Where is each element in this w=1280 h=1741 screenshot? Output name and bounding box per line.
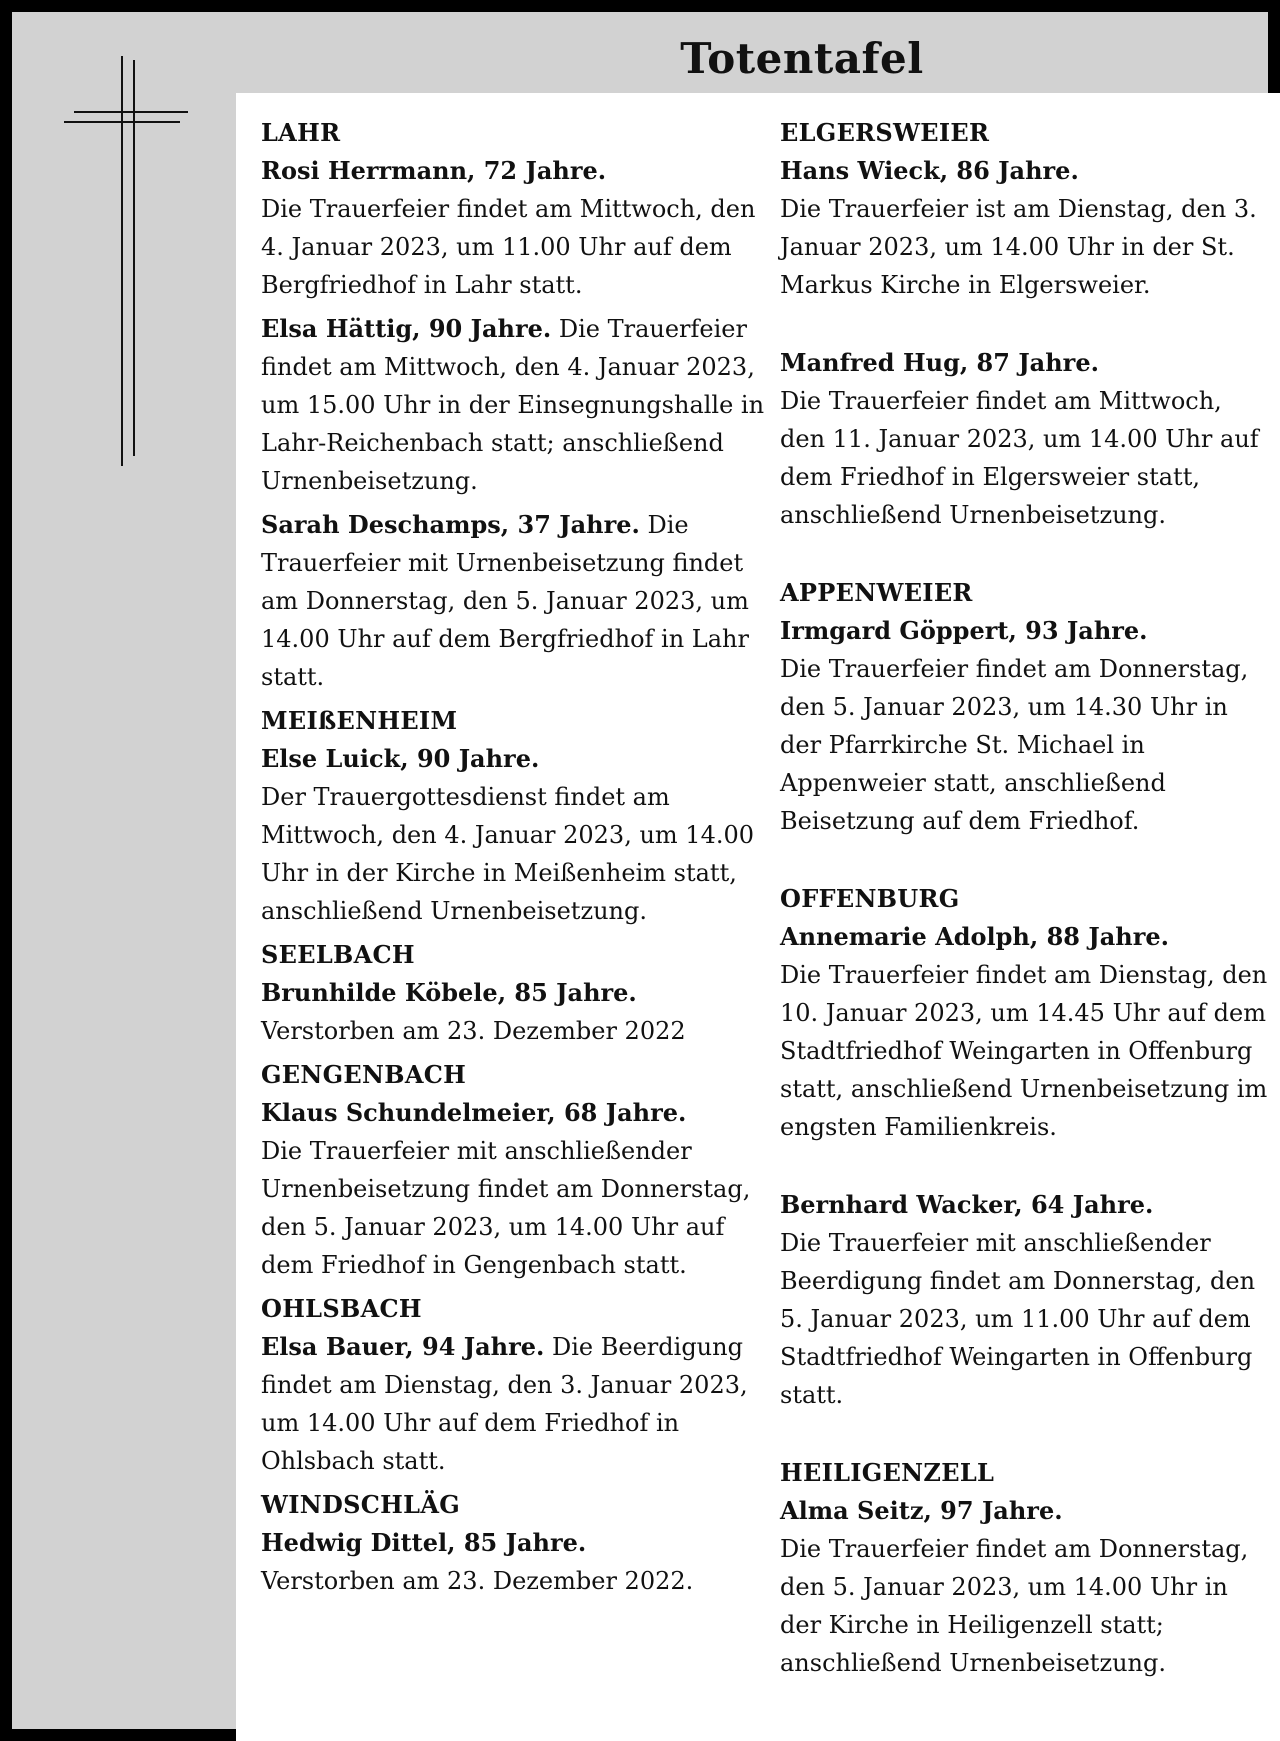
death-notice (261, 310, 771, 500)
death-notice (780, 1492, 1270, 1682)
place-heading: ELGERSWEIER (780, 118, 990, 147)
place-heading: GENGENBACH (261, 1060, 467, 1089)
deceased-name: Elsa Bauer, 94 Jahre. (261, 1332, 545, 1361)
left-column (261, 114, 771, 1606)
place-heading: SEELBACH (261, 940, 415, 969)
death-notice (780, 918, 1270, 1146)
notice-text: Die Beerdigung findet am Dienstag, den 3. Januar 2023, um 14.00 Uhr auf dem Friedhof in Ohlsbach statt. (261, 1333, 748, 1475)
notice-text: Die Trauerfeier mit anschließender Beerdigung findet am Donnerstag, den 5. Januar 2023, um 11.00 Uhr auf dem Stadtfriedhof Weingarten in Offenburg statt. (780, 1229, 1256, 1409)
death-notice (261, 1094, 771, 1284)
place-heading: APPENWEIER (780, 578, 973, 607)
notice-text: Der Trauergottesdienst findet am Mittwoch, den 4. Januar 2023, um 14.00 Uhr in der Kirche in Meißenheim statt, anschließend Urnenbeisetzung. (261, 783, 755, 925)
death-notice (780, 612, 1270, 840)
deceased-name: Sarah Deschamps, 37 Jahre. (261, 510, 640, 539)
right-column (780, 114, 1270, 1688)
notice-text: Die Trauerfeier findet am Mittwoch, den 4. Januar 2023, um 11.00 Uhr auf dem Bergfriedhof in Lahr statt. (261, 195, 756, 299)
notice-text: Die Trauerfeier findet am Mittwoch, den 4. Januar 2023, um 15.00 Uhr in der Einsegnungshalle in Lahr-Reichenbach statt; anschließend Urnenbeisetzung. (261, 315, 765, 495)
death-notice (780, 1186, 1270, 1414)
death-notice (261, 1328, 771, 1480)
place-heading: HEILIGENZELL (780, 1458, 995, 1487)
deceased-name: Bernhard Wacker, 64 Jahre. (780, 1190, 1154, 1219)
deceased-name: Hedwig Dittel, 85 Jahre. (261, 1528, 587, 1557)
deceased-name: Klaus Schundelmeier, 68 Jahre. (261, 1098, 687, 1127)
deceased-name: Irmgard Göppert, 93 Jahre. (780, 616, 1148, 645)
notice-text: Die Trauerfeier findet am Dienstag, den 10. Januar 2023, um 14.45 Uhr auf dem Stadtfriedhof Weingarten in Offenburg statt, anschließend Urnenbeisetzung im engsten Familienkreis. (780, 961, 1268, 1141)
cross-icon (64, 56, 192, 476)
death-notice (780, 344, 1270, 534)
page-title: Totentafel (680, 34, 924, 83)
notices-panel (236, 93, 1280, 1741)
death-notice (261, 152, 771, 304)
deceased-name: Manfred Hug, 87 Jahre. (780, 348, 1099, 377)
death-notice (261, 1524, 771, 1600)
notice-text: Verstorben am 23. Dezember 2022. (261, 1567, 694, 1595)
death-notice (780, 152, 1270, 304)
notice-text: Die Trauerfeier mit Urnenbeisetzung findet am Donnerstag, den 5. Januar 2023, um 14.00 Uhr auf dem Bergfriedhof in Lahr statt. (261, 511, 749, 691)
place-heading: LAHR (261, 118, 341, 147)
death-notice (261, 974, 771, 1050)
notice-text: Verstorben am 23. Dezember 2022 (261, 1017, 686, 1045)
death-notice (261, 506, 771, 696)
deceased-name: Alma Seitz, 97 Jahre. (780, 1496, 1063, 1525)
place-heading: OFFENBURG (780, 884, 960, 913)
place-heading: WINDSCHLÄG (261, 1490, 461, 1519)
deceased-name: Annemarie Adolph, 88 Jahre. (780, 922, 1169, 951)
deceased-name: Hans Wieck, 86 Jahre. (780, 156, 1079, 185)
deceased-name: Elsa Hättig, 90 Jahre. (261, 314, 552, 343)
place-heading: MEIßENHEIM (261, 706, 458, 735)
notice-text: Die Trauerfeier mit anschließender Urnenbeisetzung findet am Donnerstag, den 5. Januar 2023, um 14.00 Uhr auf dem Friedhof in Gengenbach statt. (261, 1137, 751, 1279)
notice-text: Die Trauerfeier findet am Mittwoch, den 11. Januar 2023, um 14.00 Uhr auf dem Friedhof in Elgersweier statt, anschließend Urnenbeisetzung. (780, 387, 1259, 529)
deceased-name: Else Luick, 90 Jahre. (261, 744, 540, 773)
deceased-name: Rosi Herrmann, 72 Jahre. (261, 156, 607, 185)
deceased-name: Brunhilde Köbele, 85 Jahre. (261, 978, 637, 1007)
notice-text: Die Trauerfeier findet am Donnerstag, den 5. Januar 2023, um 14.30 Uhr in der Pfarrkirche St. Michael in Appenweier statt, anschließend Beisetzung auf dem Friedhof. (780, 655, 1249, 835)
death-notice (261, 740, 771, 930)
notice-text: Die Trauerfeier findet am Donnerstag, den 5. Januar 2023, um 14.00 Uhr in der Kirche in Heiligenzell statt; anschließend Urnenbeisetzung. (780, 1535, 1249, 1677)
notice-text: Die Trauerfeier ist am Dienstag, den 3. Januar 2023, um 14.00 Uhr in der St. Markus Kirche in Elgersweier. (780, 195, 1257, 299)
place-heading: OHLSBACH (261, 1294, 422, 1323)
